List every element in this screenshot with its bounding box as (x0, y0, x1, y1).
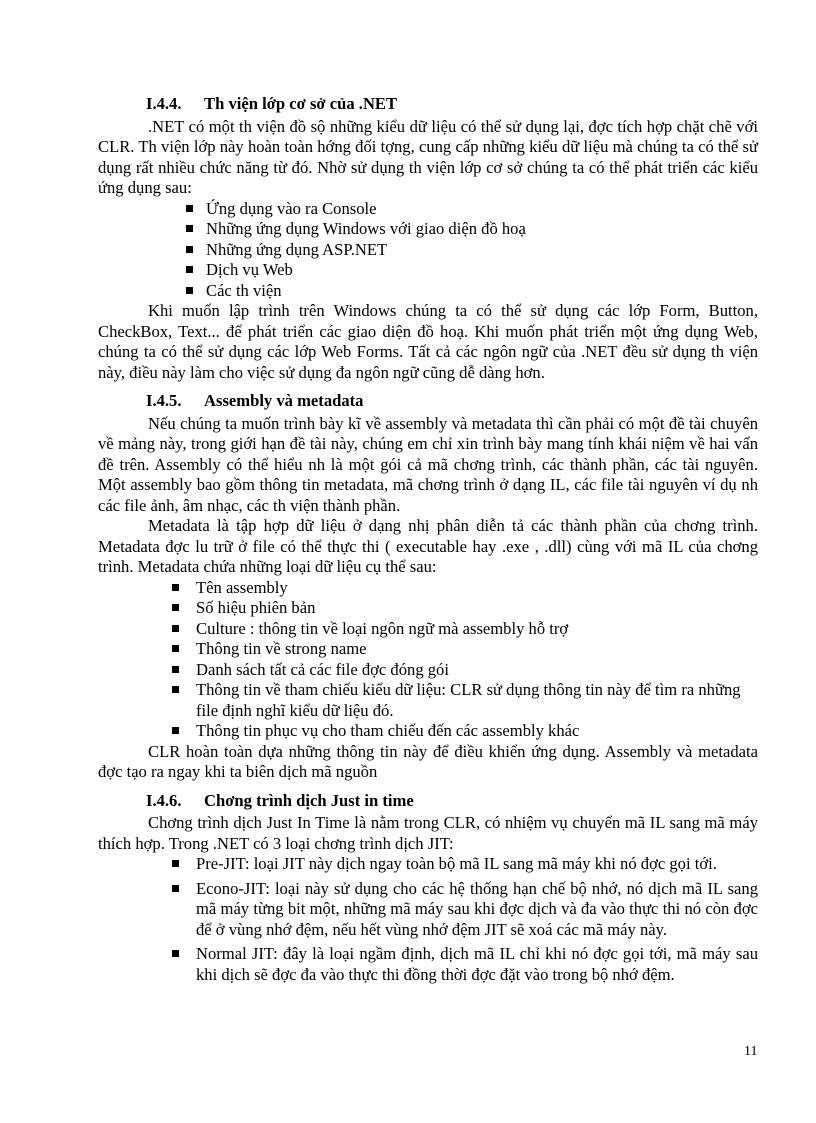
bullet-icon (172, 645, 179, 652)
list-item: Pre-JIT: loại JIT này dịch ngay toàn bộ mã IL sang mã máy khi nó đợc gọi tới. (98, 854, 758, 875)
bullet-icon (172, 625, 179, 632)
bullet-icon (172, 686, 179, 693)
section-title: Th viện lớp cơ sở của .NET (204, 94, 398, 113)
bullet-list (98, 578, 758, 742)
list-item: Danh sách tất cả các file đợc đóng gói (98, 660, 758, 681)
list-item: Tên assembly (98, 578, 758, 599)
bullet-list (98, 199, 758, 302)
list-item: Thông tin phục vụ cho tham chiếu đến các assembly khác (98, 721, 758, 742)
bullet-icon (186, 266, 193, 273)
paragraph: CLR hoàn toàn dựa những thông tin này để điều khiển ứng dụng. Assembly và metadata đợc tạo ra ngay khi ta biên dịch mã nguồn (98, 741, 758, 781)
paragraph: Chơng trình dịch Just In Time là nằm trong CLR, có nhiệm vụ chuyển mã IL sang mã máy thích hợp. Trong .NET có 3 loại chơng trình dịch JIT: (98, 813, 758, 853)
list-item: Dịch vụ Web (98, 260, 758, 281)
bullet-icon (172, 604, 179, 611)
list-item: Các th viện (98, 281, 758, 302)
section-number: I.4.5. (146, 391, 182, 410)
bullet-list (98, 854, 758, 985)
bullet-icon (172, 584, 179, 591)
list-item: Culture : thông tin về loại ngôn ngữ mà assembly hỗ trợ (98, 619, 758, 640)
list-item: Thông tin về strong name (98, 639, 758, 660)
document-page (98, 94, 758, 989)
bullet-icon (186, 225, 193, 232)
bullet-icon (172, 885, 179, 892)
bullet-icon (186, 246, 193, 253)
bullet-icon (172, 727, 179, 734)
section-title: Chơng trình dịch Just in time (204, 790, 414, 810)
paragraph: Nếu chúng ta muốn trình bày kĩ về assembly và metadata thì cần phải có một đề tài chuyên về mảng này, trong giới hạn đề tài này, chúng em chỉ xin trình bày mang tính khái niệm về hai vấn đề trên. Assembly có thể hiểu nh là một gói cả mã chơng trình, các thành phần, các tài nguyên. Một assembly bao gồm thông tin metadata, mã chơng trình ở dạng IL, các file tài nguyên ví dụ nh các file ảnh, âm nhạc, các th viện thành phần. (98, 413, 758, 515)
list-item: Những ứng dụng Windows với giao diện đồ hoạ (98, 219, 758, 240)
bullet-icon (172, 950, 179, 957)
section-heading-1-4-5 (98, 391, 758, 412)
bullet-icon (172, 860, 179, 867)
bullet-icon (186, 205, 193, 212)
paragraph: .NET có một th viện đồ sộ những kiểu dữ liệu có thể sử dụng lại, đợc tích hợp chặt chẽ với CLR. Th viện lớp này hoàn toàn hớng đối tợng, cung cấp những kiểu dữ liệu mà chúng ta có thể sử dụng rất nhiều chức năng từ đó. Nhờ sử dụng th viện lớp cơ sở chúng ta có thể phát triển các kiểu ứng dụng sau: (98, 116, 758, 197)
list-item: Econo-JIT: loại này sử dụng cho các hệ thống hạn chế bộ nhớ, nó dịch mã IL sang mã máy từng bit một, những mã máy sau khi đợc dịch và đa vào thực thi nó còn đợc để ở vùng nhớ đệm, nếu hết vùng nhớ đệm JIT sẽ xoá các mã máy này. (98, 879, 758, 941)
paragraph: Metadata là tập hợp dữ liệu ở dạng nhị phân diễn tả các thành phần của chơng trình. Metadata đợc lu trữ ở file có thể thực thi ( executable hay .exe , .dll) cùng với mã IL của chơng trình. Metadata chứa những loại dữ liệu cụ thể sau: (98, 516, 758, 576)
list-item: Số hiệu phiên bản (98, 598, 758, 619)
list-item: Normal JIT: đây là loại ngầm định, dịch mã IL chỉ khi nó đợc gọi tới, mã máy sau khi dịch sẽ đợc đa vào thực thi đồng thời đợc đặt vào trong bộ nhớ đệm. (98, 944, 758, 985)
section-number: I.4.6. (146, 790, 182, 810)
section-title: Assembly và metadata (204, 391, 364, 410)
bullet-icon (172, 666, 179, 673)
section-heading-1-4-4 (98, 94, 758, 115)
section-number: I.4.4. (146, 94, 182, 113)
list-item: Ứng dụng vào ra Console (98, 199, 758, 220)
bullet-icon (186, 287, 193, 294)
section-heading-1-4-6 (98, 791, 758, 812)
list-item: Thông tin về tham chiếu kiểu dữ liệu: CLR sử dụng thông tin này để tìm ra những file định nghĩ kiểu dữ liệu đó. (98, 680, 758, 721)
paragraph: Khi muốn lập trình trên Windows chúng ta có thể sử dụng các lớp Form, Button, CheckBox, Text... để phát triển các giao diện đồ hoạ. Khi muốn phát triển một ứng dụng Web, chúng ta có thể sử dụng các lớp Web Forms. Tất cả các ngôn ngữ của .NET đều sử dụng th viện này, điều này làm cho việc sử dụng đa ngôn ngữ cũng dễ dàng hơn. (98, 301, 758, 382)
list-item: Những ứng dụng ASP.NET (98, 240, 758, 261)
page-number: 11 (744, 1044, 758, 1059)
